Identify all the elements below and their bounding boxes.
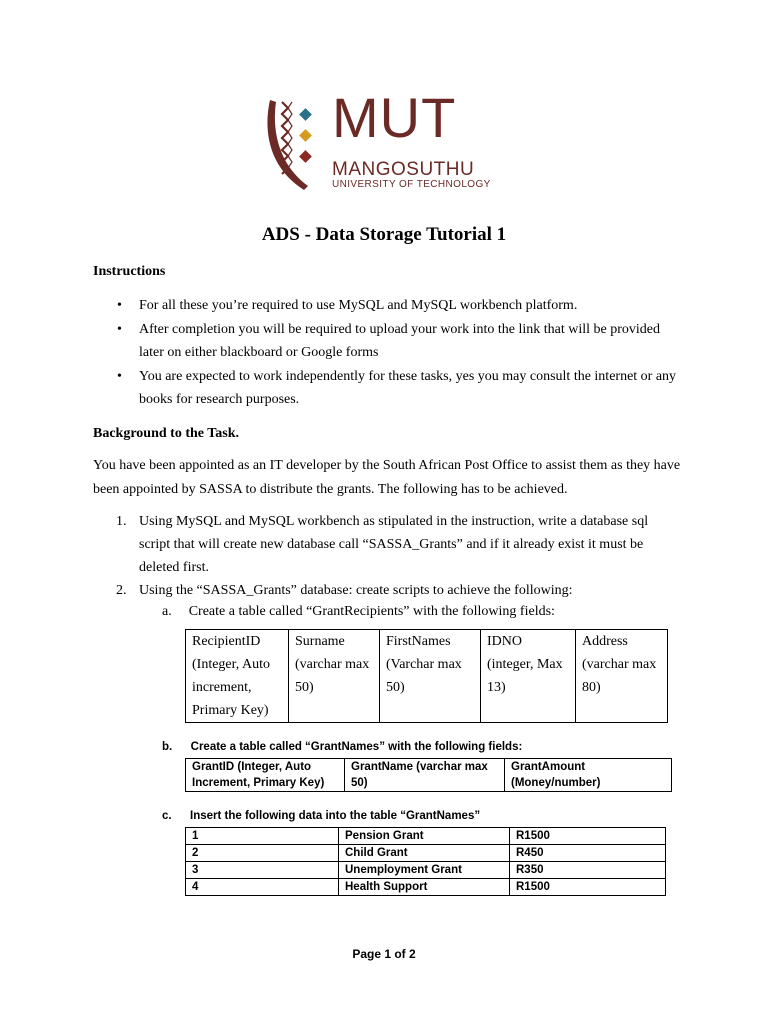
table-row	[186, 759, 672, 792]
instructions-heading: Instructions	[93, 264, 166, 279]
subtask-letter: b.	[162, 741, 173, 753]
subtask-text: Insert the following data into the table “GrantNames”	[190, 810, 481, 822]
instruction-item: • You are expected to work independently for these tasks, yes you may consult the internet or any books for research purposes.	[117, 365, 677, 411]
table-cell: Child Grant	[339, 845, 510, 862]
grant-recipients-table	[185, 629, 668, 723]
page-number: Page 1 of 2	[352, 947, 416, 961]
subtask-letter: c.	[162, 810, 172, 822]
subtask-text: Create a table called “GrantRecipients” with the following fields:	[188, 604, 555, 619]
table-cell: GrantID (Integer, Auto Increment, Primary Key)	[186, 759, 345, 792]
table-cell: IDNO (integer, Max 13)	[481, 630, 576, 723]
table-row	[186, 862, 666, 879]
logo-subtitle-text: UNIVERSITY OF TECHNOLOGY	[332, 179, 491, 190]
table-cell: GrantName (varchar max 50)	[345, 759, 505, 792]
table-cell: Pension Grant	[339, 828, 510, 845]
table-cell: 2	[186, 845, 339, 862]
table-row	[186, 828, 666, 845]
task-item	[116, 579, 676, 602]
table-row	[186, 845, 666, 862]
subtask-c	[162, 810, 480, 822]
table-cell: R1500	[510, 828, 666, 845]
task-item	[116, 510, 676, 579]
table-cell: GrantAmount (Money/number)	[505, 759, 672, 792]
task-text: Using the “SASSA_Grants” database: create scripts to achieve the following:	[139, 583, 573, 598]
instruction-item: • After completion you will be required to upload your work into the link that will be provided later on either blackboard or Google forms	[117, 318, 677, 364]
table-cell: 1	[186, 828, 339, 845]
subtask-b	[162, 741, 522, 753]
subtask-letter: a.	[162, 604, 172, 619]
table-cell: Unemployment Grant	[339, 862, 510, 879]
table-cell: RecipientID (Integer, Auto increment, Primary Key)	[186, 630, 289, 723]
background-heading: Background to the Task.	[93, 426, 240, 441]
table-row	[186, 879, 666, 896]
task-number: 2.	[116, 583, 127, 598]
table-cell: Surname (varchar max 50)	[289, 630, 380, 723]
table-cell: R450	[510, 845, 666, 862]
subtask-a	[162, 604, 555, 620]
logo-mark-text: MUT	[332, 86, 457, 149]
instructions-list	[117, 294, 677, 412]
table-cell: 4	[186, 879, 339, 896]
document-title: ADS - Data Storage Tutorial 1	[261, 224, 507, 245]
task-number: 1.	[116, 514, 127, 529]
task-list	[116, 510, 676, 602]
subtask-text: Create a table called “GrantNames” with the following fields:	[190, 741, 523, 753]
logo-name-text: MANGOSUTHU	[332, 159, 475, 180]
table-cell: Health Support	[339, 879, 510, 896]
table-cell: R1500	[510, 879, 666, 896]
instruction-item: • For all these you’re required to use MySQL and MySQL workbench platform.	[117, 294, 677, 317]
logo-emblem-icon	[264, 96, 332, 196]
background-paragraph: You have been appointed as an IT developer by the South African Post Office to assist them as they have been appointed by SASSA to distribute the grants. The following has to be achieved.	[93, 458, 681, 497]
grant-names-data-table	[185, 827, 666, 896]
table-cell: R350	[510, 862, 666, 879]
table-row	[186, 630, 668, 723]
task-text: Using MySQL and MySQL workbench as stipulated in the instruction, write a database sql script that will create new database call “SASSA_Grants” and if it already exist it must be deleted first.	[139, 514, 649, 575]
table-cell: 3	[186, 862, 339, 879]
table-cell: Address (varchar max 80)	[576, 630, 668, 723]
grant-names-fields-table	[185, 758, 672, 792]
table-cell: FirstNames (Varchar max 50)	[380, 630, 481, 723]
university-logo	[264, 86, 504, 196]
